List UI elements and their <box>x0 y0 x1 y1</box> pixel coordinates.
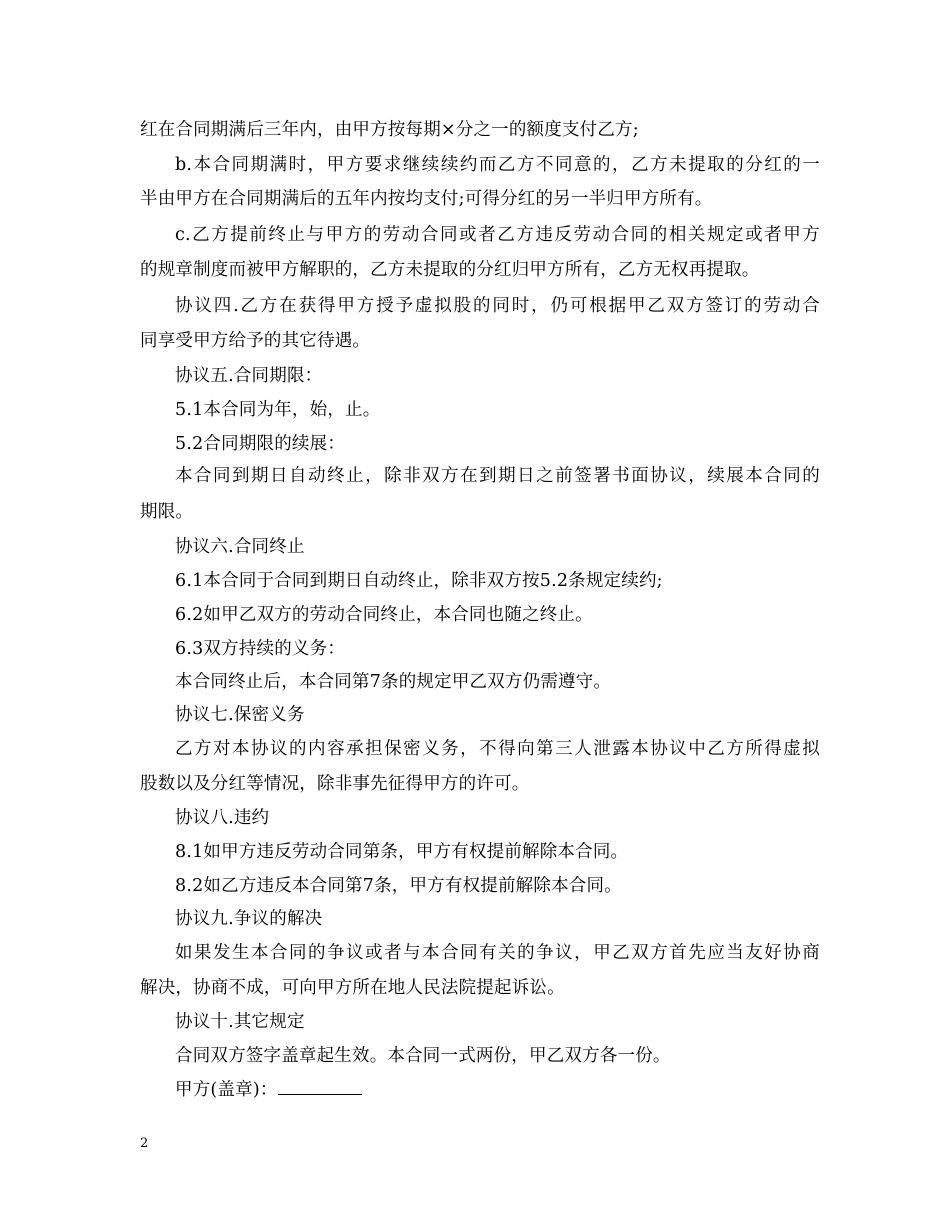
signature-row <box>175 1078 820 1102</box>
text-line: 本合同终止后，本合同第7条的规定甲乙双方仍需遵守。 <box>175 672 612 692</box>
page-number: 2 <box>140 1136 149 1151</box>
text-line: 期限。 <box>140 502 194 522</box>
text-line: 如果发生本合同的争议或者与本合同有关的争议，甲乙双方首先应当友好协商 <box>175 943 820 963</box>
text-line: 协议四.乙方在获得甲方授予虚拟股的同时，仍可根据甲乙双方签订的劳动合 <box>175 296 820 316</box>
text-line: 股数以及分红等情况，除非事先征得甲方的许可。 <box>140 774 530 794</box>
text-line: 6.1本合同于合同到期日自动终止，除非双方按5.2条规定续约; <box>175 571 663 591</box>
section-heading: 协议六.合同终止 <box>175 537 305 557</box>
text-line: 6.2如甲乙双方的劳动合同终止，本合同也随之终止。 <box>175 605 593 625</box>
signature-blank <box>278 1078 362 1095</box>
text-line: c.乙方提前终止与甲方的劳动合同或者乙方违反劳动合同的相关规定或者甲方 <box>175 225 820 245</box>
text-line: 半由甲方在合同期满后的五年内按均支付;可得分红的另一半归甲方所有。 <box>140 189 713 209</box>
text-line: b.本合同期满时，甲方要求继续续约而乙方不同意的，乙方未提取的分红的一 <box>175 155 820 175</box>
section-heading: 协议五.合同期限： <box>175 366 323 386</box>
text-line: 的规章制度而被甲方解职的，乙方未提取的分红归甲方所有，乙方无权再提取。 <box>140 260 760 280</box>
text-line: 解决，协商不成，可向甲方所在地人民法院提起诉讼。 <box>140 978 565 998</box>
signature-label: 甲方(盖章)： <box>175 1080 278 1100</box>
text-line: 8.1如甲方违反劳动合同第条，甲方有权提前解除本合同。 <box>175 842 629 862</box>
text-line: 8.2如乙方违反本合同第7条，甲方有权提前解除本合同。 <box>175 876 622 896</box>
text-line: 合同双方签字盖章起生效。本合同一式两份，甲乙双方各一份。 <box>175 1046 671 1066</box>
text-line: 红在合同期满后三年内，由甲方按每期×分之一的额度支付乙方; <box>140 120 639 140</box>
section-heading: 协议十.其它规定 <box>175 1012 305 1032</box>
text-line: 5.2合同期限的续展： <box>175 434 346 454</box>
text-line: 本合同到期日自动终止，除非双方在到期日之前签署书面协议，续展本合同的 <box>175 466 820 486</box>
section-heading: 协议七.保密义务 <box>175 705 305 725</box>
text-line: 6.3双方持续的义务： <box>175 639 346 659</box>
text-line: 乙方对本协议的内容承担保密义务，不得向第三人泄露本协议中乙方所得虚拟 <box>175 739 820 759</box>
section-heading: 协议八.违约 <box>175 808 270 828</box>
section-heading: 协议九.争议的解决 <box>175 909 323 929</box>
text-line: 同享受甲方给予的其它待遇。 <box>140 331 371 351</box>
text-line: 5.1本合同为年，始，止。 <box>175 400 381 420</box>
